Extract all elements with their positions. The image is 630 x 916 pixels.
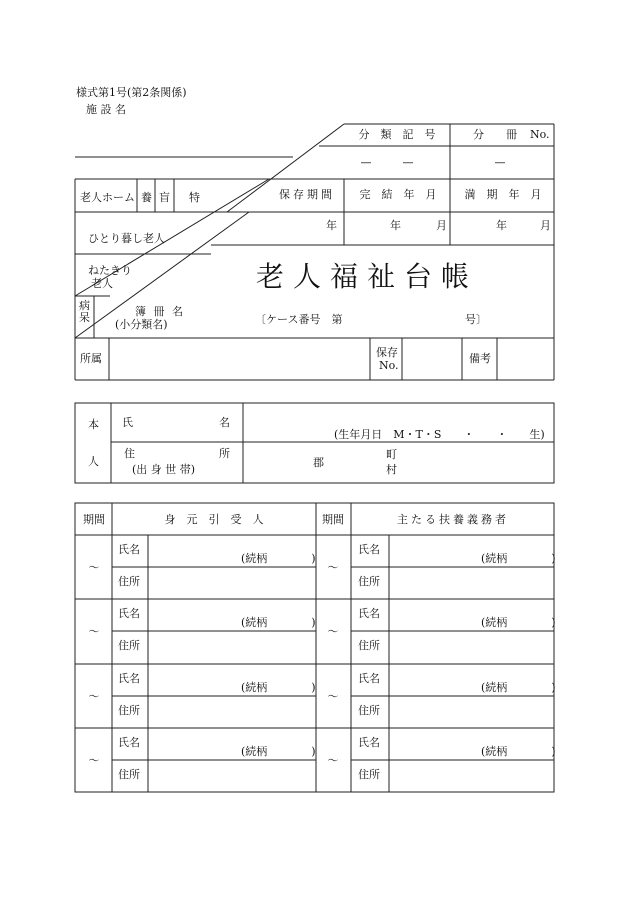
- supporter-period-wave: 〜: [327, 625, 339, 638]
- supporter-period-header: 期間: [322, 513, 344, 526]
- guarantor-address-label: 住所: [118, 575, 140, 588]
- guarantor-period-wave: 〜: [88, 625, 100, 638]
- supporter-relationship: (続柄 ): [481, 745, 556, 758]
- remarks-label: 備考: [469, 352, 491, 365]
- ledger-name-label: 簿 冊 名: [135, 305, 185, 318]
- supporter-address-label: 住所: [358, 575, 380, 588]
- guarantor-period-wave: 〜: [88, 561, 100, 574]
- category-bedridden-line1: ねたきり: [88, 264, 132, 277]
- guarantor-address-label: 住所: [118, 639, 140, 652]
- guarantor-heading: 身 元 引 受 人: [164, 513, 264, 526]
- category-nursing: 養: [141, 191, 152, 204]
- supporter-name-label: 氏名: [358, 607, 380, 620]
- supporter-address-label: 住所: [358, 704, 380, 717]
- supporter-period-wave: 〜: [327, 690, 339, 703]
- volume-dash: —: [494, 156, 506, 169]
- storage-number-label-line2: No.: [379, 359, 399, 372]
- guarantor-name-label: 氏名: [118, 736, 140, 749]
- supporter-name-label: 氏名: [358, 543, 380, 556]
- supporter-period-wave: 〜: [327, 561, 339, 574]
- name-label-left: 氏: [122, 416, 133, 429]
- county-label: 郡: [313, 456, 324, 469]
- ledger-subcategory-label: (小分類名): [115, 318, 168, 331]
- case-number-suffix: 号〕: [465, 313, 487, 326]
- volume-number-label: No.: [530, 128, 550, 141]
- guarantor-relationship: (続柄 ): [241, 552, 316, 565]
- completion-year-month-label: 完 結 年 月: [359, 188, 437, 201]
- volume-label: 分 冊: [473, 128, 517, 141]
- supporter-relationship: (続柄 ): [481, 616, 556, 629]
- category-living-alone: ひとり暮し老人: [88, 232, 165, 245]
- guarantor-name-label: 氏名: [118, 543, 140, 556]
- origin-household-label: (出 身 世 帯): [132, 463, 196, 476]
- address-label-left: 住: [124, 447, 135, 460]
- category-illness-line2: 呆: [79, 311, 90, 324]
- self-label-line2: 人: [88, 455, 99, 468]
- supporter-relationship: (続柄 ): [481, 552, 556, 565]
- guarantor-name-label: 氏名: [118, 607, 140, 620]
- supporter-address-label: 住所: [358, 639, 380, 652]
- expiry-year-month-label: 満 期 年 月: [464, 188, 542, 201]
- village-label: 村: [386, 463, 397, 476]
- storage-number-label-line1: 保存: [376, 346, 398, 359]
- supporter-address-label: 住所: [358, 768, 380, 781]
- retention-period-label: 保存期間: [279, 188, 335, 201]
- category-special: 特: [189, 191, 200, 204]
- supporter-period-wave: 〜: [327, 754, 339, 767]
- classification-code-label: 分 類 記 号: [358, 128, 436, 141]
- guarantor-period-header: 期間: [83, 513, 105, 526]
- expiry-year: 年: [496, 219, 507, 232]
- retention-year: 年: [326, 219, 337, 232]
- facility-name-label: 施 設 名: [86, 103, 126, 116]
- address-label-right: 所: [219, 447, 230, 460]
- completion-year: 年: [390, 219, 401, 232]
- supporter-relationship: (続柄 ): [481, 681, 556, 694]
- guarantor-period-wave: 〜: [88, 754, 100, 767]
- classification-dash-1: —: [360, 156, 372, 169]
- guarantor-period-wave: 〜: [88, 690, 100, 703]
- category-illness-line1: 病: [79, 299, 90, 312]
- category-bedridden-line2: 老人: [91, 277, 113, 290]
- supporter-heading: 主たる扶養義務者: [397, 513, 509, 526]
- completion-month: 月: [436, 219, 447, 232]
- guarantor-name-label: 氏名: [118, 672, 140, 685]
- name-label-right: 名: [219, 416, 230, 429]
- register-title: 老人福祉台帳: [256, 260, 479, 293]
- guarantor-relationship: (続柄 ): [241, 616, 316, 629]
- guarantor-address-label: 住所: [118, 768, 140, 781]
- guarantor-relationship: (続柄 ): [241, 681, 316, 694]
- classification-dash-2: —: [402, 156, 414, 169]
- town-label: 町: [386, 448, 397, 461]
- birth-date-field: (生年月日 M・T・S ・ ・ 生): [334, 428, 545, 441]
- category-elderly-home: 老人ホーム: [80, 191, 135, 204]
- form-number: 様式第1号(第2条関係): [76, 86, 187, 99]
- supporter-name-label: 氏名: [358, 672, 380, 685]
- guarantor-address-label: 住所: [118, 704, 140, 717]
- category-blind: 盲: [159, 191, 170, 204]
- case-number-prefix: 〔ケース番号 第: [255, 313, 343, 326]
- expiry-month: 月: [540, 219, 551, 232]
- affiliation-label: 所属: [80, 352, 102, 365]
- guarantor-relationship: (続柄 ): [241, 745, 316, 758]
- supporter-name-label: 氏名: [358, 736, 380, 749]
- self-label-line1: 本: [88, 418, 99, 431]
